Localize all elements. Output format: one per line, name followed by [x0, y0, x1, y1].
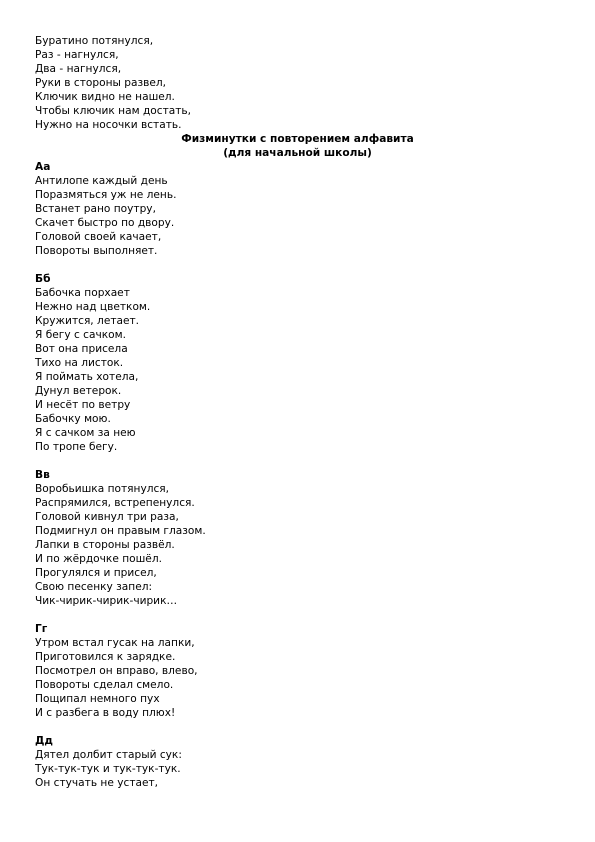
poem-line: Нежно над цветком.	[35, 301, 151, 313]
poem-line: Буратино потянулся,	[35, 35, 154, 47]
stanza-gap	[35, 720, 560, 734]
poem-line: Свою песенку запел:	[35, 581, 153, 593]
heading-title: Физминутки с повторением алфавита	[181, 133, 414, 145]
poem-line: Головой кивнул три раза,	[35, 511, 179, 523]
poem-line: Два - нагнулся,	[35, 63, 122, 75]
poem-line: Бабочка порхает	[35, 287, 130, 299]
poem-line: Встанет рано поутру,	[35, 203, 156, 215]
poem-line: Распрямился, встрепенулся.	[35, 497, 195, 509]
poem-line: Он стучать не устает,	[35, 777, 159, 789]
poem-line: И по жёрдочке пошёл.	[35, 553, 162, 565]
poem-line: Тихо на листок.	[35, 357, 124, 369]
poem-line: Приготовился к зарядке.	[35, 651, 176, 663]
section-d	[35, 734, 560, 790]
stanza-gap	[35, 608, 560, 622]
poem-line: Лапки в стороны развёл.	[35, 539, 175, 551]
poem-line: Воробьишка потянулся,	[35, 483, 170, 495]
poem-line: И несёт по ветру	[35, 399, 131, 411]
poem-line: Скачет быстро по двору.	[35, 217, 175, 229]
poem-line: Я поймать хотела,	[35, 371, 139, 383]
poem-line: Раз - нагнулся,	[35, 49, 119, 61]
stanza-gap	[35, 258, 560, 272]
poem-line: Чтобы ключик нам достать,	[35, 105, 192, 117]
poem-line: Антилопе каждый день	[35, 175, 168, 187]
section-v	[35, 468, 560, 608]
poem-line: Бабочку мою.	[35, 413, 111, 425]
stanza-gap	[35, 454, 560, 468]
section-letter: Аа	[35, 161, 51, 173]
poem-line: По тропе бегу.	[35, 441, 118, 453]
poem-line: Я с сачком за нею	[35, 427, 136, 439]
poem-line: Дятел долбит старый сук:	[35, 749, 182, 761]
document-heading	[35, 132, 560, 160]
document-page	[35, 34, 560, 790]
poem-line: Подмигнул он правым глазом.	[35, 525, 206, 537]
section-b	[35, 272, 560, 454]
poem-line: Чик-чирик-чирик-чирик…	[35, 595, 178, 607]
section-letter: Бб	[35, 273, 51, 285]
section-letter: Дд	[35, 735, 53, 747]
section-g	[35, 622, 560, 720]
section-letter: Вв	[35, 469, 50, 481]
poem-line: Прогулялся и присел,	[35, 567, 157, 579]
section-a	[35, 160, 560, 258]
poem-line: И с разбега в воду плюх!	[35, 707, 176, 719]
poem-line: Тук-тук-тук и тук-тук-тук.	[35, 763, 181, 775]
poem-line: Повороты сделал смело.	[35, 679, 174, 691]
poem-line: Дунул ветерок.	[35, 385, 122, 397]
intro-poem	[35, 34, 560, 132]
poem-line: Я бегу с сачком.	[35, 329, 126, 341]
section-letter: Гг	[35, 623, 48, 635]
poem-line: Ключик видно не нашел.	[35, 91, 175, 103]
poem-line: Повороты выполняет.	[35, 245, 158, 257]
poem-line: Пощипал немного пух	[35, 693, 160, 705]
poem-line: Поразмяться уж не лень.	[35, 189, 177, 201]
poem-line: Вот она присела	[35, 343, 128, 355]
poem-line: Кружится, летает.	[35, 315, 140, 327]
poem-line: Посмотрел он вправо, влево,	[35, 665, 198, 677]
poem-line: Руки в стороны развел,	[35, 77, 167, 89]
poem-line: Утром встал гусак на лапки,	[35, 637, 195, 649]
poem-line: Головой своей качает,	[35, 231, 162, 243]
poem-line: Нужно на носочки встать.	[35, 119, 182, 131]
heading-subtitle: (для начальной школы)	[223, 147, 372, 159]
